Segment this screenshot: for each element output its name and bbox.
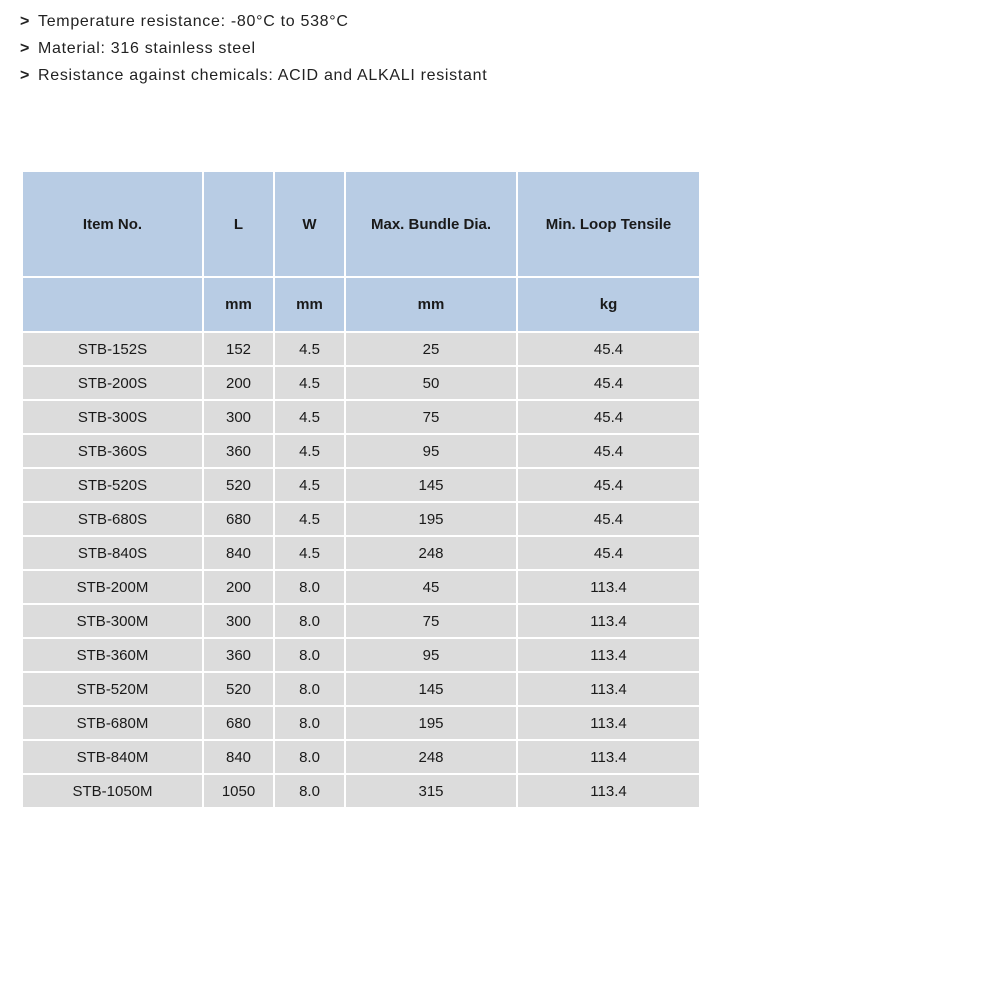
cell-width: 4.5 (275, 537, 344, 569)
cell-min-loop-tensile: 45.4 (518, 367, 699, 399)
cell-min-loop-tensile: 113.4 (518, 707, 699, 739)
cell-item-no: STB-520M (23, 673, 202, 705)
cell-length: 520 (204, 469, 273, 501)
cell-length: 152 (204, 333, 273, 365)
cell-min-loop-tensile: 113.4 (518, 673, 699, 705)
cell-width: 8.0 (275, 605, 344, 637)
cell-length: 200 (204, 367, 273, 399)
table-row (23, 639, 699, 671)
cell-length: 200 (204, 571, 273, 603)
table-row (23, 537, 699, 569)
cell-length: 360 (204, 639, 273, 671)
cell-item-no: STB-680M (23, 707, 202, 739)
table-row (23, 741, 699, 773)
unit-item-no (23, 278, 202, 331)
cell-max-bundle-dia: 95 (346, 639, 516, 671)
cell-item-no: STB-360S (23, 435, 202, 467)
product-spec-table (21, 170, 701, 809)
cell-min-loop-tensile: 113.4 (518, 639, 699, 671)
cell-max-bundle-dia: 95 (346, 435, 516, 467)
spec-material (20, 35, 487, 62)
cell-max-bundle-dia: 315 (346, 775, 516, 807)
table-row (23, 503, 699, 535)
cell-length: 1050 (204, 775, 273, 807)
cell-width: 8.0 (275, 639, 344, 671)
cell-item-no: STB-200S (23, 367, 202, 399)
cell-item-no: STB-1050M (23, 775, 202, 807)
spec-chemical-resistance (20, 62, 487, 89)
cell-min-loop-tensile: 45.4 (518, 503, 699, 535)
table-row (23, 367, 699, 399)
cell-item-no: STB-360M (23, 639, 202, 671)
header-width: W (275, 172, 344, 276)
cell-min-loop-tensile: 113.4 (518, 741, 699, 773)
spec-text: Resistance against chemicals: ACID and ALKALI resistant (38, 67, 488, 84)
cell-min-loop-tensile: 45.4 (518, 469, 699, 501)
cell-width: 4.5 (275, 333, 344, 365)
table-row (23, 435, 699, 467)
spec-text: Temperature resistance: -80°C to 538°C (38, 13, 349, 30)
table-row (23, 707, 699, 739)
cell-width: 8.0 (275, 775, 344, 807)
cell-item-no: STB-200M (23, 571, 202, 603)
spec-temperature (20, 8, 487, 35)
cell-item-no: STB-300M (23, 605, 202, 637)
spec-list (20, 8, 487, 89)
cell-item-no: STB-680S (23, 503, 202, 535)
cell-width: 8.0 (275, 707, 344, 739)
bullet-arrow-icon: > (20, 40, 31, 57)
header-min-loop-tensile: Min. Loop Tensile (518, 172, 699, 276)
cell-item-no: STB-840M (23, 741, 202, 773)
cell-item-no: STB-152S (23, 333, 202, 365)
table-row (23, 571, 699, 603)
cell-max-bundle-dia: 25 (346, 333, 516, 365)
cell-min-loop-tensile: 113.4 (518, 605, 699, 637)
cell-item-no: STB-840S (23, 537, 202, 569)
header-max-bundle-dia: Max. Bundle Dia. (346, 172, 516, 276)
cell-length: 840 (204, 537, 273, 569)
cell-width: 8.0 (275, 741, 344, 773)
header-length: L (204, 172, 273, 276)
cell-width: 8.0 (275, 571, 344, 603)
cell-length: 840 (204, 741, 273, 773)
cell-width: 4.5 (275, 435, 344, 467)
unit-max-bundle-dia: mm (346, 278, 516, 331)
cell-min-loop-tensile: 45.4 (518, 401, 699, 433)
header-item-no: Item No. (23, 172, 202, 276)
cell-length: 300 (204, 605, 273, 637)
cell-max-bundle-dia: 75 (346, 401, 516, 433)
cell-length: 680 (204, 503, 273, 535)
cell-max-bundle-dia: 195 (346, 707, 516, 739)
cell-length: 680 (204, 707, 273, 739)
table-row (23, 333, 699, 365)
cell-width: 8.0 (275, 673, 344, 705)
cell-max-bundle-dia: 45 (346, 571, 516, 603)
cell-max-bundle-dia: 50 (346, 367, 516, 399)
cell-max-bundle-dia: 145 (346, 673, 516, 705)
table-row (23, 469, 699, 501)
cell-min-loop-tensile: 113.4 (518, 571, 699, 603)
table-row (23, 605, 699, 637)
cell-width: 4.5 (275, 401, 344, 433)
cell-item-no: STB-300S (23, 401, 202, 433)
cell-min-loop-tensile: 45.4 (518, 333, 699, 365)
cell-max-bundle-dia: 145 (346, 469, 516, 501)
cell-item-no: STB-520S (23, 469, 202, 501)
cell-min-loop-tensile: 113.4 (518, 775, 699, 807)
unit-width: mm (275, 278, 344, 331)
cell-length: 520 (204, 673, 273, 705)
cell-max-bundle-dia: 248 (346, 741, 516, 773)
cell-length: 300 (204, 401, 273, 433)
table-row (23, 775, 699, 807)
table-row (23, 673, 699, 705)
cell-min-loop-tensile: 45.4 (518, 537, 699, 569)
cell-max-bundle-dia: 248 (346, 537, 516, 569)
cell-min-loop-tensile: 45.4 (518, 435, 699, 467)
table-row (23, 401, 699, 433)
cell-max-bundle-dia: 195 (346, 503, 516, 535)
cell-length: 360 (204, 435, 273, 467)
bullet-arrow-icon: > (20, 67, 31, 84)
cell-width: 4.5 (275, 367, 344, 399)
unit-min-loop-tensile: kg (518, 278, 699, 331)
unit-length: mm (204, 278, 273, 331)
table-header-row (23, 172, 699, 276)
spec-text: Material: 316 stainless steel (38, 40, 256, 57)
bullet-arrow-icon: > (20, 13, 31, 30)
table-unit-row (23, 278, 699, 331)
cell-width: 4.5 (275, 469, 344, 501)
cell-width: 4.5 (275, 503, 344, 535)
cell-max-bundle-dia: 75 (346, 605, 516, 637)
